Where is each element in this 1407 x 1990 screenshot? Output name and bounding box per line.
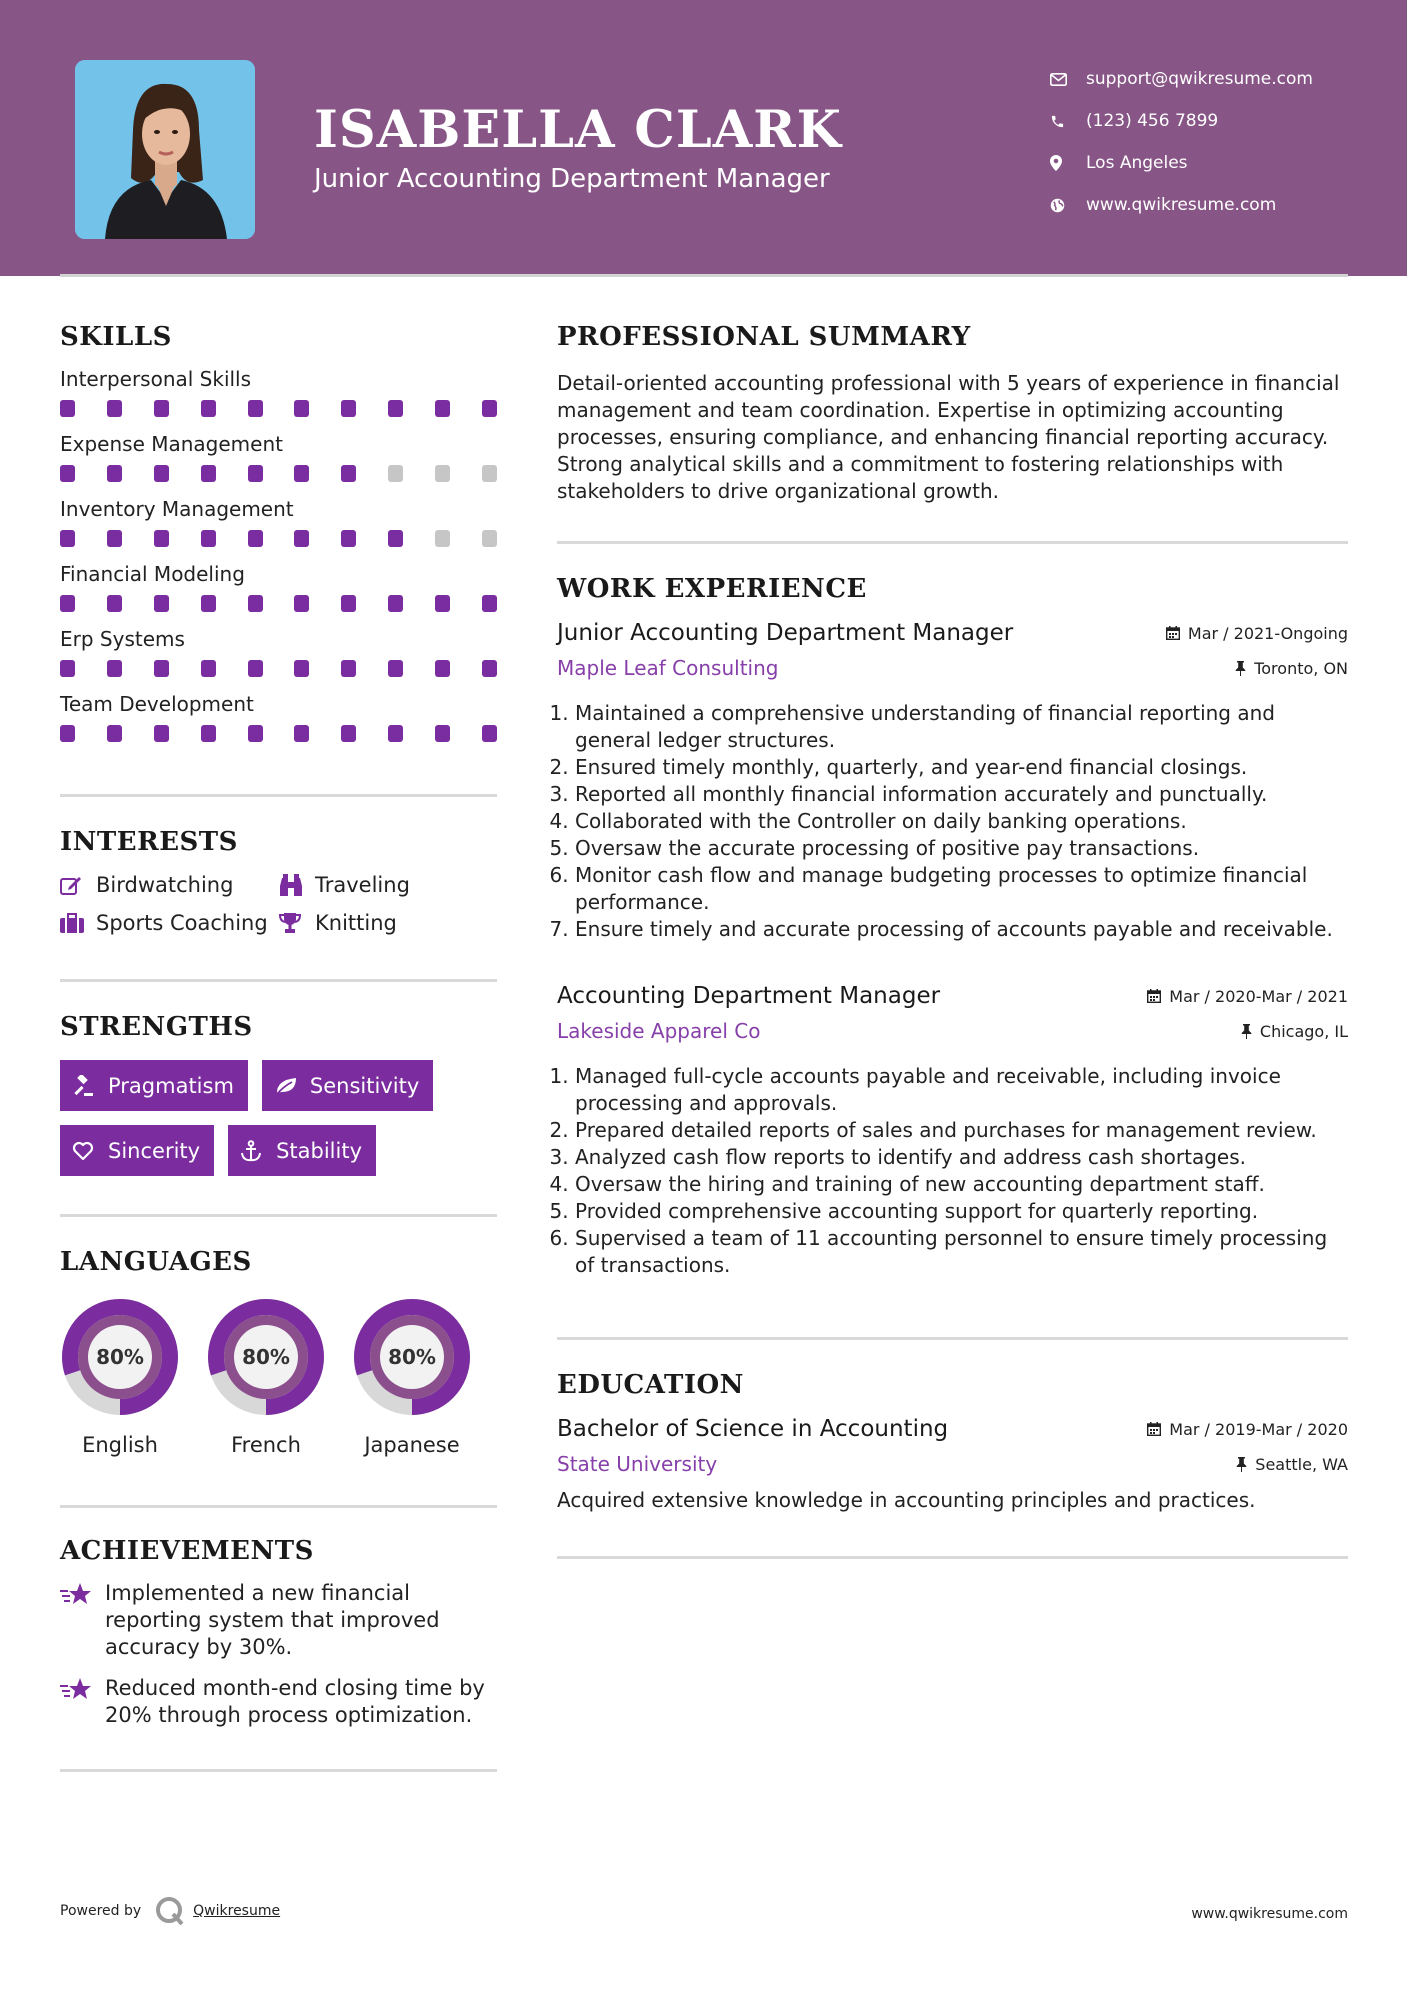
skill-name: Erp Systems: [60, 627, 185, 651]
rating-dot-filled: [154, 595, 169, 612]
rating-dot-filled: [201, 530, 216, 547]
job-bullet: 6. Supervised a team of 11 accounting personnel to ensure timely processing of transactions.: [575, 1225, 1348, 1279]
header-divider: [60, 274, 1348, 277]
job-entry: [557, 983, 1348, 1279]
contact-phone-text: (123) 456 7899: [1086, 111, 1219, 131]
rating-dot-filled: [60, 530, 75, 547]
calendar-icon: [1147, 989, 1161, 1003]
rating-dot-filled: [388, 530, 403, 547]
rating-dot-filled: [107, 595, 122, 612]
achievements-list: [60, 1580, 497, 1729]
contact-location: [1050, 142, 1313, 184]
company-name: Lakeside Apparel Co: [557, 1019, 761, 1043]
rating-dot-filled: [294, 725, 309, 742]
job-bullet: 7. Ensure timely and accurate processing of accounts payable and receivable.: [575, 916, 1348, 943]
languages-title: LANGUAGES: [60, 1247, 252, 1277]
qwikresume-link[interactable]: Qwikresume: [193, 1903, 281, 1919]
skill-name: Inventory Management: [60, 497, 294, 521]
skill-name: Financial Modeling: [60, 562, 245, 586]
job-bullet: 3. Analyzed cash flow reports to identify and address cash shortages.: [575, 1144, 1348, 1171]
achievements-title: ACHIEVEMENTS: [60, 1536, 314, 1566]
language-name: English: [82, 1433, 158, 1457]
language-name: Japanese: [364, 1433, 460, 1457]
job-date: [1166, 624, 1348, 643]
pencil-square-icon: [60, 875, 96, 895]
education-section: [557, 1370, 1348, 1512]
education-location: [1236, 1455, 1348, 1474]
achievement-text: Reduced month-end closing time by 20% through process optimization.: [105, 1676, 485, 1727]
rating-dot-filled: [341, 400, 356, 417]
skill-name: Team Development: [60, 692, 254, 716]
footer-website[interactable]: www.qwikresume.com: [1191, 1906, 1348, 1922]
strength-badge: [60, 1060, 248, 1111]
rating-dot-filled: [107, 660, 122, 677]
contact-email-text: support@qwikresume.com: [1086, 69, 1313, 89]
left-column: [60, 322, 497, 1772]
rating-dot-filled: [388, 660, 403, 677]
achievement-text: Implemented a new financial reporting system that improved accuracy by 30%.: [105, 1581, 440, 1659]
summary-title: PROFESSIONAL SUMMARY: [557, 322, 971, 352]
rating-dot-filled: [294, 595, 309, 612]
rating-dot-filled: [201, 595, 216, 612]
strengths-section: [60, 1012, 497, 1176]
rating-dot-empty: [435, 530, 450, 547]
interests-list: [60, 873, 497, 935]
strength-label: Sensitivity: [309, 1073, 420, 1098]
rating-dot-filled: [435, 725, 450, 742]
job-location-text: Chicago, IL: [1259, 1021, 1348, 1041]
job-location: [1241, 1022, 1348, 1041]
job-title: Junior Accounting Department Manager: [557, 620, 1014, 646]
interests-section: [60, 827, 497, 935]
job-bullet: 1. Managed full-cycle accounts payable and receivable, including invoice processing and approvals.: [575, 1063, 1348, 1117]
skills-list: [60, 364, 497, 742]
footer-powered-by: [60, 1896, 280, 1926]
strength-label: Sincerity: [108, 1138, 201, 1163]
job-location: [1235, 659, 1348, 678]
degree-title: Bachelor of Science in Accounting: [557, 1416, 949, 1442]
rating-dot-filled: [248, 465, 263, 482]
language-item: [60, 1297, 180, 1457]
job-bullet: 5. Provided comprehensive accounting support for quarterly reporting.: [575, 1198, 1348, 1225]
job-date-text: Mar / 2021-Ongoing: [1187, 623, 1348, 643]
job-bullets: [557, 700, 1348, 943]
rating-dot-filled: [60, 725, 75, 742]
section-divider: [557, 1556, 1348, 1559]
languages-section: [60, 1247, 497, 1457]
job-bullet: 2. Ensured timely monthly, quarterly, and year-end financial closings.: [575, 754, 1348, 781]
interest-item: [60, 873, 279, 897]
strength-badge: [262, 1060, 433, 1111]
job-bullet: 4. Oversaw the hiring and training of new accounting department staff.: [575, 1171, 1348, 1198]
school-name: State University: [557, 1452, 718, 1476]
section-divider: [60, 1214, 497, 1217]
language-ring: [206, 1297, 326, 1417]
rating-dot-filled: [248, 530, 263, 547]
skill-rating: [60, 725, 497, 742]
skill-rating: [60, 660, 497, 677]
skill-item: [60, 429, 497, 482]
strength-badge: [228, 1125, 376, 1176]
qwikresume-logo-icon: [155, 1896, 185, 1926]
email-icon: [1050, 73, 1086, 86]
section-divider: [557, 541, 1348, 544]
rating-dot-filled: [341, 595, 356, 612]
job-date-text: Mar / 2020-Mar / 2021: [1169, 986, 1348, 1006]
job-date: [1147, 987, 1348, 1006]
rating-dot-filled: [107, 400, 122, 417]
education-description: Acquired extensive knowledge in accounting principles and practices.: [557, 1488, 1256, 1512]
rating-dot-filled: [154, 465, 169, 482]
section-divider: [60, 979, 497, 982]
rating-dot-filled: [248, 725, 263, 742]
language-ring: [60, 1297, 180, 1417]
skill-item: [60, 689, 497, 742]
rating-dot-filled: [60, 660, 75, 677]
rating-dot-filled: [201, 725, 216, 742]
job-title: Accounting Department Manager: [557, 983, 941, 1009]
contact-location-text: Los Angeles: [1086, 153, 1188, 173]
interest-item: [279, 873, 497, 897]
interest-label: Sports Coaching: [96, 911, 268, 935]
interests-title: INTERESTS: [60, 827, 238, 857]
rating-dot-filled: [388, 595, 403, 612]
anchor-icon: [240, 1140, 276, 1162]
leaf-icon: [274, 1076, 310, 1096]
job-bullet: 2. Prepared detailed reports of sales and purchases for management review.: [575, 1117, 1348, 1144]
person-photo-illustration: [75, 60, 255, 239]
rating-dot-filled: [201, 465, 216, 482]
language-name: French: [231, 1433, 301, 1457]
rating-dot-filled: [435, 595, 450, 612]
section-divider: [557, 1337, 1348, 1340]
job-bullet: 6. Monitor cash flow and manage budgeting processes to optimize financial performance.: [575, 862, 1348, 916]
contact-list: [1050, 58, 1313, 226]
gavel-icon: [72, 1075, 108, 1097]
skill-rating: [60, 530, 497, 547]
resume-header: [0, 0, 1407, 276]
pushpin-icon: [1241, 1024, 1252, 1039]
jobs-list: [557, 620, 1348, 1279]
rating-dot-filled: [154, 530, 169, 547]
heart-icon: [72, 1141, 108, 1161]
calendar-icon: [1166, 626, 1180, 640]
rating-dot-filled: [201, 660, 216, 677]
contact-email[interactable]: [1050, 58, 1313, 100]
skill-rating: [60, 465, 497, 482]
education-entry: [557, 1416, 1348, 1512]
rating-dot-filled: [248, 660, 263, 677]
strength-label: Stability: [276, 1138, 363, 1163]
job-bullet: 4. Collaborated with the Controller on daily banking operations.: [575, 808, 1348, 835]
location-pin-icon: [1050, 155, 1086, 171]
skill-rating: [60, 595, 497, 612]
language-percent: 80%: [388, 1345, 436, 1369]
skill-item: [60, 559, 497, 612]
contact-phone[interactable]: [1050, 100, 1313, 142]
job-entry: [557, 620, 1348, 943]
rating-dot-filled: [154, 400, 169, 417]
skill-item: [60, 494, 497, 547]
skill-item: [60, 364, 497, 417]
rating-dot-empty: [435, 465, 450, 482]
rating-dot-filled: [388, 400, 403, 417]
interest-item: [279, 911, 497, 935]
strength-label: Pragmatism: [108, 1073, 234, 1098]
education-date: [1147, 1420, 1348, 1439]
skill-rating: [60, 400, 497, 417]
candidate-title: Junior Accounting Department Manager: [314, 164, 830, 194]
globe-icon: [1050, 198, 1086, 213]
binoculars-icon: [279, 874, 315, 896]
pushpin-icon: [1235, 661, 1246, 676]
skill-item: [60, 624, 497, 677]
rating-dot-filled: [248, 400, 263, 417]
trophy-icon: [279, 912, 315, 934]
candidate-name: ISABELLA CLARK: [314, 100, 843, 160]
rating-dot-filled: [435, 660, 450, 677]
rating-dot-filled: [107, 530, 122, 547]
languages-list: [60, 1297, 497, 1457]
profile-photo: [75, 60, 255, 239]
pushpin-icon: [1236, 1457, 1247, 1472]
rating-dot-filled: [482, 660, 497, 677]
rating-dot-filled: [341, 725, 356, 742]
contact-website-text: www.qwikresume.com: [1086, 195, 1277, 215]
rating-dot-empty: [388, 465, 403, 482]
right-column: [557, 322, 1348, 1559]
rating-dot-filled: [60, 595, 75, 612]
rating-dot-filled: [435, 400, 450, 417]
language-item: [206, 1297, 326, 1457]
rating-dot-filled: [60, 400, 75, 417]
calendar-icon: [1147, 1422, 1161, 1436]
interest-label: Birdwatching: [96, 873, 234, 897]
phone-icon: [1050, 114, 1086, 129]
strengths-title: STRENGTHS: [60, 1012, 253, 1042]
experience-title: WORK EXPERIENCE: [557, 574, 867, 604]
strength-badge: [60, 1125, 214, 1176]
rating-dot-filled: [294, 400, 309, 417]
rating-dot-filled: [482, 725, 497, 742]
rating-dot-filled: [154, 660, 169, 677]
summary-text: Detail-oriented accounting professional with 5 years of experience in financial management and team coordination. Expertise in optimizing accounting processes, ensuring compliance, and enhancing financial reporting accuracy. Strong analytical skills and a commitment to fostering relationships with stakeholders to drive organizational growth.: [557, 371, 1340, 503]
language-percent: 80%: [96, 1345, 144, 1369]
rating-dot-empty: [482, 465, 497, 482]
section-divider: [60, 794, 497, 797]
rating-dot-filled: [482, 400, 497, 417]
star-icon: [60, 1580, 105, 1661]
rating-dot-filled: [482, 595, 497, 612]
experience-section: [557, 574, 1348, 1279]
skill-name: Expense Management: [60, 432, 283, 456]
rating-dot-filled: [294, 465, 309, 482]
skills-section: [60, 322, 497, 742]
rating-dot-filled: [294, 530, 309, 547]
contact-website[interactable]: [1050, 184, 1313, 226]
strengths-list: [60, 1060, 497, 1176]
rating-dot-filled: [60, 465, 75, 482]
skill-name: Interpersonal Skills: [60, 367, 252, 391]
section-divider: [60, 1769, 497, 1772]
rating-dot-filled: [201, 400, 216, 417]
briefcase-icon: [60, 913, 96, 933]
interest-label: Traveling: [315, 873, 410, 897]
job-bullet: 3. Reported all monthly financial information accurately and punctually.: [575, 781, 1348, 808]
rating-dot-filled: [248, 595, 263, 612]
star-icon: [60, 1675, 105, 1729]
language-percent: 80%: [242, 1345, 290, 1369]
job-bullet: 5. Oversaw the accurate processing of positive pay transactions.: [575, 835, 1348, 862]
education-date-text: Mar / 2019-Mar / 2020: [1169, 1419, 1348, 1439]
rating-dot-filled: [107, 725, 122, 742]
job-bullets: [557, 1063, 1348, 1279]
education-location-text: Seattle, WA: [1255, 1454, 1348, 1474]
job-bullet: 1. Maintained a comprehensive understanding of financial reporting and general ledger structures.: [575, 700, 1348, 754]
achievement-item: [60, 1675, 497, 1729]
section-divider: [60, 1505, 497, 1508]
language-ring: [352, 1297, 472, 1417]
interest-label: Knitting: [315, 911, 397, 935]
skills-title: SKILLS: [60, 322, 172, 352]
achievement-item: [60, 1580, 497, 1661]
rating-dot-filled: [388, 725, 403, 742]
rating-dot-filled: [107, 465, 122, 482]
summary-section: [557, 322, 1348, 505]
language-item: [352, 1297, 472, 1457]
rating-dot-filled: [341, 465, 356, 482]
rating-dot-empty: [482, 530, 497, 547]
rating-dot-filled: [341, 660, 356, 677]
job-location-text: Toronto, ON: [1254, 658, 1348, 678]
rating-dot-filled: [341, 530, 356, 547]
achievements-section: [60, 1536, 497, 1729]
education-title: EDUCATION: [557, 1370, 744, 1400]
rating-dot-filled: [294, 660, 309, 677]
interest-item: [60, 911, 279, 935]
company-name: Maple Leaf Consulting: [557, 656, 779, 680]
rating-dot-filled: [154, 725, 169, 742]
powered-by-text: Powered by: [60, 1903, 142, 1919]
